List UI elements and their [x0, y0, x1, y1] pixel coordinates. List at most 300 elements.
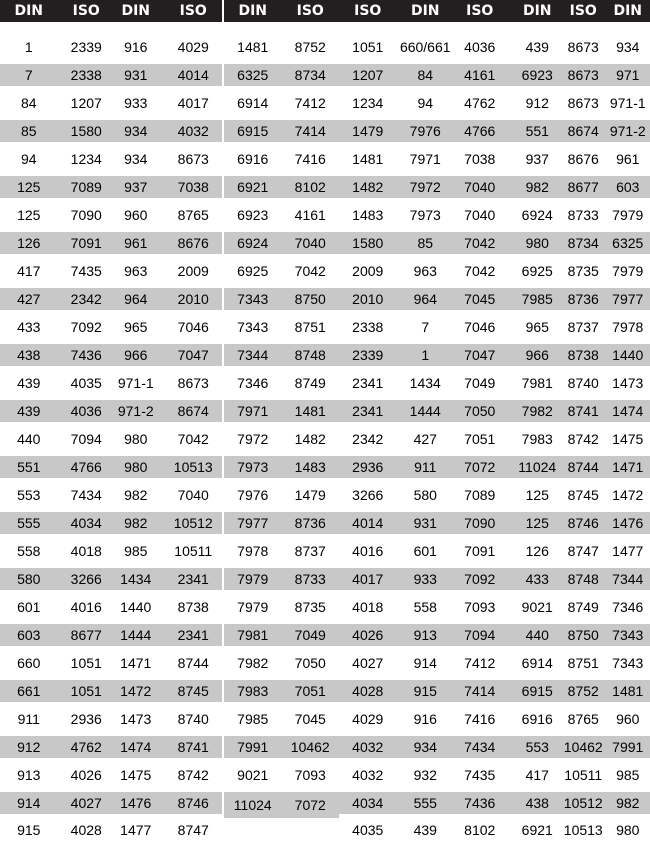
table-cell: 4026 [339, 624, 397, 646]
table-cell: 8677 [561, 176, 606, 198]
table-cell: 126 [0, 232, 58, 254]
table-cell: 8744 [165, 649, 223, 677]
table-cell: 8749 [282, 369, 340, 397]
column-header: ISO [282, 0, 340, 22]
table-cell: 2339 [58, 33, 116, 61]
table-row [451, 232, 566, 254]
table-row [451, 593, 566, 621]
table-cell: 1475 [107, 761, 165, 789]
table-cell: 439 [0, 400, 58, 422]
table-cell: 6916 [224, 145, 282, 173]
table-row [561, 680, 650, 702]
table-cell: 6325 [224, 64, 282, 86]
table-cell: 4032 [339, 736, 397, 758]
table-cell: 915 [397, 680, 455, 702]
table-row [224, 512, 339, 534]
table-cell: 916 [107, 33, 165, 61]
table-row [224, 792, 339, 818]
table-cell: 553 [0, 481, 58, 509]
table-cell: 7985 [509, 288, 567, 310]
table-row [224, 257, 339, 285]
table-cell: 7038 [165, 176, 223, 198]
table-row [224, 232, 339, 254]
table-row [224, 593, 339, 621]
table-row [224, 400, 339, 422]
table-cell: 4034 [58, 512, 116, 534]
table-cell: 8102 [282, 176, 340, 198]
table-row [107, 512, 222, 534]
table-cell: 2341 [165, 624, 223, 646]
table-row [451, 344, 566, 366]
table-cell: 7412 [451, 649, 509, 677]
table-cell: 8673 [561, 64, 606, 86]
table-cell: 960 [107, 201, 165, 229]
table-cell: 8736 [561, 288, 606, 310]
table-cell: 7435 [58, 257, 116, 285]
table-cell: 7072 [451, 456, 509, 478]
table-cell: 8674 [165, 400, 223, 422]
table-cell: 8750 [282, 288, 340, 310]
table-row [561, 313, 650, 341]
table-cell: 438 [0, 344, 58, 366]
table-cell: 10511 [165, 537, 223, 565]
table-cell: 1444 [107, 624, 165, 646]
table-cell: 931 [397, 512, 455, 534]
table-cell: 7050 [451, 400, 509, 422]
table-cell: 8765 [165, 201, 223, 229]
table-row [107, 649, 222, 677]
table-cell: 4016 [339, 537, 397, 565]
table-cell: 4766 [58, 456, 116, 478]
table-cell: 4018 [339, 593, 397, 621]
table-row [561, 792, 650, 814]
table-cell: 8748 [561, 568, 606, 590]
table-cell: 7040 [282, 232, 340, 254]
table-cell: 551 [0, 456, 58, 478]
table-row [339, 792, 454, 814]
table-row [107, 120, 222, 142]
table-row [561, 624, 650, 646]
table-cell: 7094 [58, 425, 116, 453]
table-body [107, 33, 222, 843]
table-cell: 7979 [224, 568, 282, 590]
table-cell: 8737 [561, 313, 606, 341]
table-cell: 915 [0, 817, 58, 843]
table-row [0, 176, 115, 198]
table-cell: 6923 [509, 64, 567, 86]
table-row [339, 593, 454, 621]
table-row [0, 481, 115, 509]
table-cell: 4029 [165, 33, 223, 61]
table-cell: 1483 [339, 201, 397, 229]
table-cell: 2339 [339, 344, 397, 366]
table-cell: 7042 [451, 257, 509, 285]
table-cell: 912 [509, 89, 567, 117]
table-cell: 4034 [339, 792, 397, 814]
table-cell: 963 [397, 257, 455, 285]
table-cell: 6914 [509, 649, 567, 677]
table-body [224, 33, 339, 818]
table-cell: 914 [0, 792, 58, 814]
table-cell: 8673 [165, 369, 223, 397]
column-header: DIN [606, 0, 650, 22]
table-cell: 7416 [451, 705, 509, 733]
table-cell: 1 [397, 344, 455, 366]
table-row [107, 817, 222, 843]
table-cell: 4027 [58, 792, 116, 814]
table-cell: 417 [0, 257, 58, 285]
table-row [0, 537, 115, 565]
table-cell: 85 [0, 120, 58, 142]
table-row [561, 593, 650, 621]
table-row [0, 288, 115, 310]
table-cell: 982 [606, 792, 650, 814]
table-cell: 7436 [451, 792, 509, 814]
table-row [0, 736, 115, 758]
table-row [107, 145, 222, 173]
table-cell: 555 [397, 792, 455, 814]
table-cell: 961 [606, 145, 650, 173]
table-cell: 7991 [606, 736, 650, 758]
table-cell: 8765 [561, 705, 606, 733]
table-cell: 7046 [451, 313, 509, 341]
table-cell: 601 [0, 593, 58, 621]
table-row [107, 176, 222, 198]
table-header [339, 0, 454, 22]
table-cell: 1580 [58, 120, 116, 142]
table-cell: 7971 [397, 145, 455, 173]
table-cell: 933 [397, 568, 455, 590]
table-cell: 7343 [606, 624, 650, 646]
table-row [0, 593, 115, 621]
table-cell: 964 [397, 288, 455, 310]
table-cell: 1483 [282, 456, 340, 478]
table-cell: 2342 [58, 288, 116, 310]
column-header: DIN [0, 0, 58, 22]
table-row [224, 761, 339, 789]
table-cell: 7434 [451, 736, 509, 758]
table-row [0, 817, 115, 843]
table-cell: 4035 [339, 817, 397, 843]
table-cell: 551 [509, 120, 567, 142]
table-row [561, 425, 650, 453]
table-row [451, 33, 566, 61]
table-cell: 1481 [282, 400, 340, 422]
table-cell: 6916 [509, 705, 567, 733]
table-cell: 125 [509, 512, 567, 534]
table-row [339, 145, 454, 173]
table-row [339, 817, 454, 843]
table-row [561, 481, 650, 509]
table-row [561, 705, 650, 733]
table-cell: 933 [107, 89, 165, 117]
table-cell: 980 [606, 817, 650, 843]
table-row [107, 344, 222, 366]
table-row [224, 201, 339, 229]
table-cell: 8748 [282, 344, 340, 366]
table-cell: 1476 [107, 792, 165, 814]
table-cell: 4027 [339, 649, 397, 677]
table-cell: 6924 [224, 232, 282, 254]
table-row [451, 64, 566, 86]
table-cell: 7346 [224, 369, 282, 397]
table-row [0, 761, 115, 789]
table-cell: 7089 [451, 481, 509, 509]
table-cell: 7985 [224, 705, 282, 733]
table-cell: 4161 [282, 201, 340, 229]
table-header [224, 0, 339, 22]
table-row [0, 313, 115, 341]
table-cell: 84 [0, 89, 58, 117]
table-row [107, 257, 222, 285]
table-cell: 7090 [58, 201, 116, 229]
table-cell: 3266 [339, 481, 397, 509]
table-cell: 971-2 [107, 400, 165, 422]
table-row [224, 64, 339, 86]
table-row [561, 257, 650, 285]
table-row [224, 369, 339, 397]
table-cell: 7976 [224, 481, 282, 509]
table-cell: 439 [397, 817, 455, 843]
table-cell: 8741 [165, 736, 223, 758]
table-row [224, 176, 339, 198]
table-row [224, 89, 339, 117]
table-cell: 960 [606, 705, 650, 733]
table-row [451, 624, 566, 646]
table-row [451, 537, 566, 565]
table-row [339, 568, 454, 590]
table-row [107, 89, 222, 117]
table-cell: 2009 [339, 257, 397, 285]
table-cell: 8751 [282, 313, 340, 341]
table-cell: 7982 [224, 649, 282, 677]
table-cell: 8733 [282, 568, 340, 590]
table-cell: 417 [509, 761, 567, 789]
table-row [561, 400, 650, 422]
table-row [0, 89, 115, 117]
table-row [561, 33, 650, 61]
table-cell: 7092 [451, 568, 509, 590]
table-cell: 7049 [282, 624, 340, 646]
table-cell: 125 [0, 201, 58, 229]
table-cell: 7045 [282, 705, 340, 733]
table-cell: 9021 [509, 593, 567, 621]
din-iso-table-2 [107, 0, 222, 843]
table-cell: 961 [107, 232, 165, 254]
table-cell: 7072 [282, 792, 340, 818]
table-row [107, 761, 222, 789]
table-cell: 7047 [451, 344, 509, 366]
table-cell: 7979 [606, 201, 650, 229]
table-row [107, 400, 222, 422]
table-row [0, 344, 115, 366]
table-cell: 9021 [224, 761, 282, 789]
table-cell: 971-2 [606, 120, 650, 142]
iso-din-table-3 [561, 0, 650, 843]
table-cell: 7973 [397, 201, 455, 229]
table-cell: 7051 [282, 680, 340, 702]
table-cell: 126 [509, 537, 567, 565]
table-row [561, 817, 650, 843]
table-cell: 2936 [339, 456, 397, 478]
table-cell: 1477 [107, 817, 165, 843]
table-cell: 1207 [339, 64, 397, 86]
table-cell: 7091 [451, 537, 509, 565]
table-row [561, 145, 650, 173]
table-cell: 661 [0, 680, 58, 702]
table-cell: 1444 [397, 400, 455, 422]
table-cell: 7979 [606, 257, 650, 285]
table-row [224, 344, 339, 366]
table-row [107, 568, 222, 590]
table-row [224, 456, 339, 478]
table-row [451, 512, 566, 534]
table-cell: 433 [0, 313, 58, 341]
table-cell: 1434 [397, 369, 455, 397]
table-cell: 2342 [339, 425, 397, 453]
table-row [561, 120, 650, 142]
table-cell: 8102 [451, 817, 509, 843]
column-header: DIN [397, 0, 455, 22]
table-cell: 965 [107, 313, 165, 341]
table-row [0, 512, 115, 534]
table-cell: 4026 [58, 761, 116, 789]
table-cell: 580 [0, 568, 58, 590]
table-cell: 1481 [339, 145, 397, 173]
table-cell: 7049 [451, 369, 509, 397]
table-cell: 125 [0, 176, 58, 198]
table-body [339, 33, 454, 843]
table-cell: 7436 [58, 344, 116, 366]
column-header: ISO [58, 0, 116, 22]
table-cell: 1234 [339, 89, 397, 117]
table-cell: 8750 [561, 624, 606, 646]
table-row [339, 624, 454, 646]
table-cell: 8745 [561, 481, 606, 509]
table-cell: 7040 [165, 481, 223, 509]
table-row [561, 512, 650, 534]
table-cell: 7982 [509, 400, 567, 422]
table-cell: 7972 [224, 425, 282, 453]
table-row [561, 201, 650, 229]
table-row [224, 537, 339, 565]
table-row [451, 792, 566, 814]
table-row [561, 288, 650, 310]
table-cell: 7977 [606, 288, 650, 310]
table-cell: 1475 [606, 425, 650, 453]
table-row [224, 649, 339, 677]
table-row [339, 512, 454, 534]
table-row [561, 369, 650, 397]
table-cell: 7046 [165, 313, 223, 341]
table-cell: 4017 [165, 89, 223, 117]
din-iso-table-3 [224, 0, 339, 821]
table-row [224, 568, 339, 590]
table-cell: 7435 [451, 761, 509, 789]
table-cell: 8676 [165, 232, 223, 254]
table-cell: 1479 [339, 120, 397, 142]
table-cell: 916 [397, 705, 455, 733]
table-cell: 1474 [606, 400, 650, 422]
table-cell: 8674 [561, 120, 606, 142]
table-cell: 7038 [451, 145, 509, 173]
table-cell: 913 [0, 761, 58, 789]
table-row [451, 400, 566, 422]
table-row [107, 456, 222, 478]
table-cell: 94 [0, 145, 58, 173]
table-row [107, 288, 222, 310]
table-cell: 931 [107, 64, 165, 86]
table-cell: 558 [0, 537, 58, 565]
table-cell: 440 [0, 425, 58, 453]
table-cell: 2009 [165, 257, 223, 285]
table-cell: 913 [397, 624, 455, 646]
table-row [0, 568, 115, 590]
table-row [339, 120, 454, 142]
table-cell: 94 [397, 89, 455, 117]
table-row [107, 369, 222, 397]
table-row [451, 120, 566, 142]
table-body [0, 33, 115, 843]
iso-din-table-1 [339, 0, 454, 843]
table-cell: 911 [397, 456, 455, 478]
table-cell: 7979 [224, 593, 282, 621]
table-row [339, 288, 454, 310]
table-cell: 963 [107, 257, 165, 285]
table-row [0, 145, 115, 173]
table-row [107, 624, 222, 646]
table-cell: 7434 [58, 481, 116, 509]
table-cell: 603 [606, 176, 650, 198]
table-cell: 2341 [165, 568, 223, 590]
table-cell: 7089 [58, 176, 116, 198]
table-row [339, 64, 454, 86]
table-cell: 433 [509, 568, 567, 590]
table-cell: 439 [509, 33, 567, 61]
table-cell: 980 [509, 232, 567, 254]
table-cell: 971-1 [107, 369, 165, 397]
table-cell: 6915 [509, 680, 567, 702]
table-row [339, 537, 454, 565]
table-row [224, 624, 339, 646]
table-cell: 966 [509, 344, 567, 366]
table-row [224, 680, 339, 702]
table-cell: 4016 [58, 593, 116, 621]
table-cell: 1479 [282, 481, 340, 509]
table-row [107, 705, 222, 733]
table-row [561, 736, 650, 758]
table-cell: 971-1 [606, 89, 650, 117]
table-cell: 6915 [224, 120, 282, 142]
table-header [0, 0, 115, 22]
table-cell: 934 [397, 736, 455, 758]
table-row [224, 313, 339, 341]
table-cell: 4018 [58, 537, 116, 565]
table-cell: 8673 [561, 89, 606, 117]
table-cell: 934 [606, 33, 650, 61]
table-row [224, 481, 339, 509]
table-row [561, 456, 650, 478]
table-cell: 7981 [224, 624, 282, 646]
table-row [339, 481, 454, 509]
table-cell: 2341 [339, 369, 397, 397]
table-cell: 11024 [224, 792, 282, 818]
table-cell: 7344 [224, 344, 282, 366]
table-row [561, 232, 650, 254]
table-cell: 601 [397, 537, 455, 565]
table-header [451, 0, 566, 22]
table-cell: 8741 [561, 400, 606, 422]
